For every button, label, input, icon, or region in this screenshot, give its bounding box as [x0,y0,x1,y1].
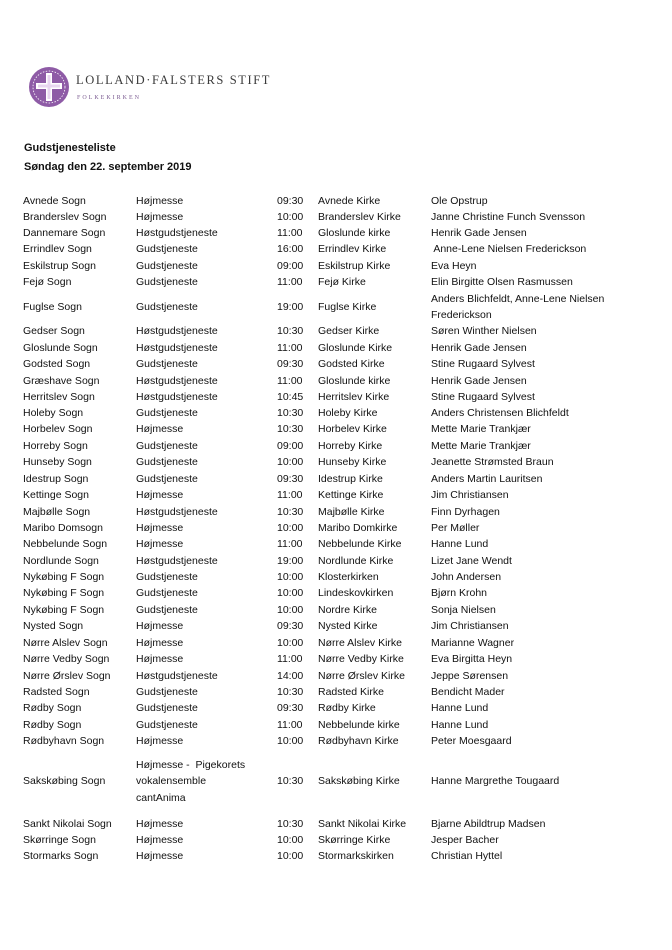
logo-subtitle: FOLKEKIRKEN [77,95,141,101]
service-type-cell: Gudstjeneste [136,243,198,255]
sogn-cell: Skørringe Sogn [23,834,96,846]
officiant-cell: Henrik Gade Jensen [431,342,527,354]
sogn-cell: Horbelev Sogn [23,423,93,435]
service-type-cell: Højmesse [136,735,184,747]
page-title: Gudstjenesteliste [24,142,116,154]
church-cell: Nebbelunde kirke [318,719,400,731]
church-cell: Sakskøbing Kirke [318,775,400,788]
service-type-cell: Gudstjeneste [136,358,198,370]
church-cell: Fuglse Kirke [318,301,377,314]
officiant-cell: Lizet Jane Wendt [431,555,512,567]
service-type-cell: Høstgudstjeneste [136,555,218,567]
service-type-cell: Gudstjeneste [136,301,198,314]
officiant-cell: Sonja Nielsen [431,604,496,616]
time-cell: 10:00 [277,571,304,583]
church-cell: Majbølle Kirke [318,506,385,518]
church-cell: Branderslev Kirke [318,211,401,223]
service-type-cell: Gudstjeneste [136,702,198,714]
church-cell: Stormarkskirken [318,850,394,862]
sogn-cell: Horreby Sogn [23,440,88,452]
service-type-cell: Højmesse [136,211,184,223]
officiant-cell: Elin Birgitte Olsen Rasmussen [431,276,573,288]
officiant-cell: Frederickson [431,309,492,322]
time-cell: 11:00 [277,342,303,354]
service-type-cell: Højmesse [136,423,184,435]
sogn-cell: Nørre Vedby Sogn [23,653,110,665]
time-cell: 10:45 [277,391,304,403]
officiant-cell: Jim Christiansen [431,620,509,632]
sogn-cell: Nebbelunde Sogn [23,538,108,550]
officiant-cell: Ole Opstrup [431,195,488,207]
church-cell: Kettinge Kirke [318,489,384,501]
sogn-cell: Majbølle Sogn [23,506,91,518]
sogn-cell: Errindlev Sogn [23,243,92,255]
time-cell: 19:00 [277,301,304,314]
service-type-cell: Gudstjeneste [136,473,198,485]
time-cell: 11:00 [277,375,303,387]
sogn-cell: Dannemare Sogn [23,227,106,239]
service-type-cell: Gudstjeneste [136,719,198,731]
sogn-cell: Herritslev Sogn [23,391,95,403]
cross-emblem-icon [28,66,70,108]
service-type-cell: Højmesse [136,620,184,632]
church-cell: Gloslunde kirke [318,227,391,239]
service-type-cell: Gudstjeneste [136,276,198,288]
service-type-cell: Gudstjeneste [136,571,198,583]
sogn-cell: Radsted Sogn [23,686,90,698]
service-type-cell: Høstgudstjeneste [136,227,218,239]
sogn-cell: Sakskøbing Sogn [23,775,106,788]
church-cell: Nordre Kirke [318,604,377,616]
time-cell: 09:00 [277,440,304,452]
time-cell: 10:00 [277,587,304,599]
officiant-cell: Anne-Lene Nielsen Frederickson [431,243,587,255]
church-cell: Nebbelunde Kirke [318,538,402,550]
time-cell: 10:30 [277,423,304,435]
church-cell: Nørre Alslev Kirke [318,637,403,649]
sogn-cell: Avnede Sogn [23,195,86,207]
sogn-cell: Maribo Domsogn [23,522,103,534]
time-cell: 09:30 [277,195,304,207]
time-cell: 11:00 [277,276,303,288]
time-cell: 11:00 [277,538,303,550]
service-type-cell: Højmesse [136,653,184,665]
stift-logo [28,66,271,108]
page-date: Søndag den 22. september 2019 [24,161,192,173]
officiant-cell: Jeanette Strømsted Braun [431,456,554,468]
sogn-cell: Kettinge Sogn [23,489,89,501]
service-type-cell: Højmesse [136,637,184,649]
time-cell: 14:00 [277,670,304,682]
officiant-cell: Jeppe Sørensen [431,670,509,682]
service-type-cell: Gudstjeneste [136,407,198,419]
church-cell: Radsted Kirke [318,686,384,698]
time-cell: 11:00 [277,653,303,665]
church-cell: Idestrup Kirke [318,473,383,485]
time-cell: 10:00 [277,850,304,862]
officiant-cell: Hanne Lund [431,719,489,731]
church-cell: Horbelev Kirke [318,423,387,435]
service-type-cell: cantAnima [136,791,186,804]
service-type-cell: Høstgudstjeneste [136,506,218,518]
officiant-cell: Søren Winther Nielsen [431,325,537,337]
sogn-cell: Nordlunde Sogn [23,555,99,567]
time-cell: 09:30 [277,473,304,485]
church-cell: Skørringe Kirke [318,834,391,846]
service-type-cell: Højmesse - Pigekorets [136,759,246,771]
service-type-cell: Gudstjeneste [136,260,198,272]
service-type-cell: Højmesse [136,489,184,501]
service-type-cell: Gudstjeneste [136,587,198,599]
officiant-cell: Jesper Bacher [431,834,499,846]
officiant-cell: Marianne Wagner [431,637,515,649]
officiant-cell: Hanne Lund [431,538,489,550]
service-type-cell: Gudstjeneste [136,686,198,698]
sogn-cell: Rødby Sogn [23,719,82,731]
sogn-cell: Idestrup Sogn [23,473,89,485]
officiant-cell: Christian Hyttel [431,850,503,862]
church-cell: Nørre Ørslev Kirke [318,670,405,682]
logo-title: LOLLAND·FALSTERS STIFT [76,73,272,87]
officiant-cell: Finn Dyrhagen [431,506,500,518]
church-cell: Eskilstrup Kirke [318,260,391,272]
officiant-cell: Eva Birgitta Heyn [431,653,513,665]
sogn-cell: Holeby Sogn [23,407,84,419]
time-cell: 10:00 [277,735,304,747]
service-type-cell: Høstgudstjeneste [136,670,218,682]
church-cell: Holeby Kirke [318,407,378,419]
time-cell: 16:00 [277,243,304,255]
service-type-cell: Højmesse [136,522,184,534]
time-cell: 10:00 [277,456,304,468]
church-cell: Rødby Kirke [318,702,376,714]
officiant-cell: John Andersen [431,571,502,583]
service-type-cell: vokalensemble [136,775,207,788]
sogn-cell: Nysted Sogn [23,620,84,632]
officiant-cell: Bjørn Krohn [431,587,488,599]
service-type-cell: Højmesse [136,834,184,846]
officiant-cell: Hanne Margrethe Tougaard [431,775,560,788]
officiant-cell: Anders Christensen Blichfeldt [431,407,569,419]
time-cell: 10:00 [277,522,304,534]
time-cell: 11:00 [277,227,303,239]
service-type-cell: Højmesse [136,195,184,207]
time-cell: 09:30 [277,702,304,714]
sogn-cell: Sankt Nikolai Sogn [23,818,112,830]
service-type-cell: Højmesse [136,850,184,862]
officiant-cell: Mette Marie Trankjær [431,440,531,452]
service-type-cell: Høstgudstjeneste [136,375,218,387]
sogn-cell: Fuglse Sogn [23,301,82,314]
officiant-cell: Per Møller [431,522,480,534]
officiant-cell: Mette Marie Trankjær [431,423,531,435]
sogn-cell: Nørre Ørslev Sogn [23,670,111,682]
service-type-cell: Høstgudstjeneste [136,325,218,337]
service-type-cell: Højmesse [136,818,184,830]
service-type-cell: Gudstjeneste [136,456,198,468]
church-cell: Maribo Domkirke [318,522,398,534]
officiant-cell: Janne Christine Funch Svensson [431,211,586,223]
time-cell: 10:30 [277,407,304,419]
officiant-cell: Anders Martin Lauritsen [431,473,543,485]
service-type-cell: Høstgudstjeneste [136,342,218,354]
time-cell: 09:30 [277,620,304,632]
sogn-cell: Rødby Sogn [23,702,82,714]
time-cell: 10:30 [277,818,304,830]
church-cell: Gedser Kirke [318,325,380,337]
time-cell: 19:00 [277,555,304,567]
church-cell: Gloslunde Kirke [318,342,393,354]
officiant-cell: Jim Christiansen [431,489,509,501]
sogn-cell: Nykøbing F Sogn [23,604,105,616]
officiant-cell: Anders Blichfeldt, Anne-Lene Nielsen [431,293,605,305]
sogn-cell: Gedser Sogn [23,325,85,337]
time-cell: 10:00 [277,637,304,649]
sogn-cell: Hunseby Sogn [23,456,92,468]
time-cell: 10:30 [277,325,304,337]
church-cell: Herritslev Kirke [318,391,390,403]
sogn-cell: Eskilstrup Sogn [23,260,96,272]
church-cell: Errindlev Kirke [318,243,387,255]
officiant-cell: Stine Rugaard Sylvest [431,358,535,370]
church-cell: Horreby Kirke [318,440,383,452]
time-cell: 10:00 [277,211,304,223]
time-cell: 10:30 [277,775,304,788]
sogn-cell: Nykøbing F Sogn [23,587,105,599]
officiant-cell: Stine Rugaard Sylvest [431,391,535,403]
sogn-cell: Gloslunde Sogn [23,342,98,354]
church-cell: Nordlunde Kirke [318,555,394,567]
service-type-cell: Højmesse [136,538,184,550]
sogn-cell: Godsted Sogn [23,358,91,370]
sogn-cell: Rødbyhavn Sogn [23,735,105,747]
officiant-cell: Peter Moesgaard [431,735,512,747]
church-cell: Nørre Vedby Kirke [318,653,404,665]
church-cell: Fejø Kirke [318,276,366,288]
time-cell: 10:00 [277,604,304,616]
service-type-cell: Gudstjeneste [136,604,198,616]
sogn-cell: Stormarks Sogn [23,850,99,862]
sogn-cell: Branderslev Sogn [23,211,107,223]
time-cell: 10:00 [277,834,304,846]
sogn-cell: Græshave Sogn [23,375,100,387]
church-cell: Lindeskovkirken [318,587,394,599]
sogn-cell: Fejø Sogn [23,276,72,288]
church-cell: Sankt Nikolai Kirke [318,818,407,830]
service-type-cell: Gudstjeneste [136,440,198,452]
church-cell: Rødbyhavn Kirke [318,735,399,747]
time-cell: 09:30 [277,358,304,370]
officiant-cell: Henrik Gade Jensen [431,227,527,239]
officiant-cell: Bendicht Mader [431,686,505,698]
officiant-cell: Bjarne Abildtrup Madsen [431,818,546,830]
time-cell: 10:30 [277,506,304,518]
officiant-cell: Hanne Lund [431,702,489,714]
sogn-cell: Nørre Alslev Sogn [23,637,108,649]
time-cell: 09:00 [277,260,304,272]
time-cell: 11:00 [277,719,303,731]
church-cell: Nysted Kirke [318,620,378,632]
church-cell: Klosterkirken [318,571,379,583]
time-cell: 11:00 [277,489,303,501]
church-cell: Hunseby Kirke [318,456,387,468]
church-cell: Avnede Kirke [318,195,381,207]
church-cell: Godsted Kirke [318,358,385,370]
officiant-cell: Henrik Gade Jensen [431,375,527,387]
sogn-cell: Nykøbing F Sogn [23,571,105,583]
service-type-cell: Høstgudstjeneste [136,391,218,403]
officiant-cell: Eva Heyn [431,260,477,272]
church-cell: Gloslunde kirke [318,375,391,387]
time-cell: 10:30 [277,686,304,698]
